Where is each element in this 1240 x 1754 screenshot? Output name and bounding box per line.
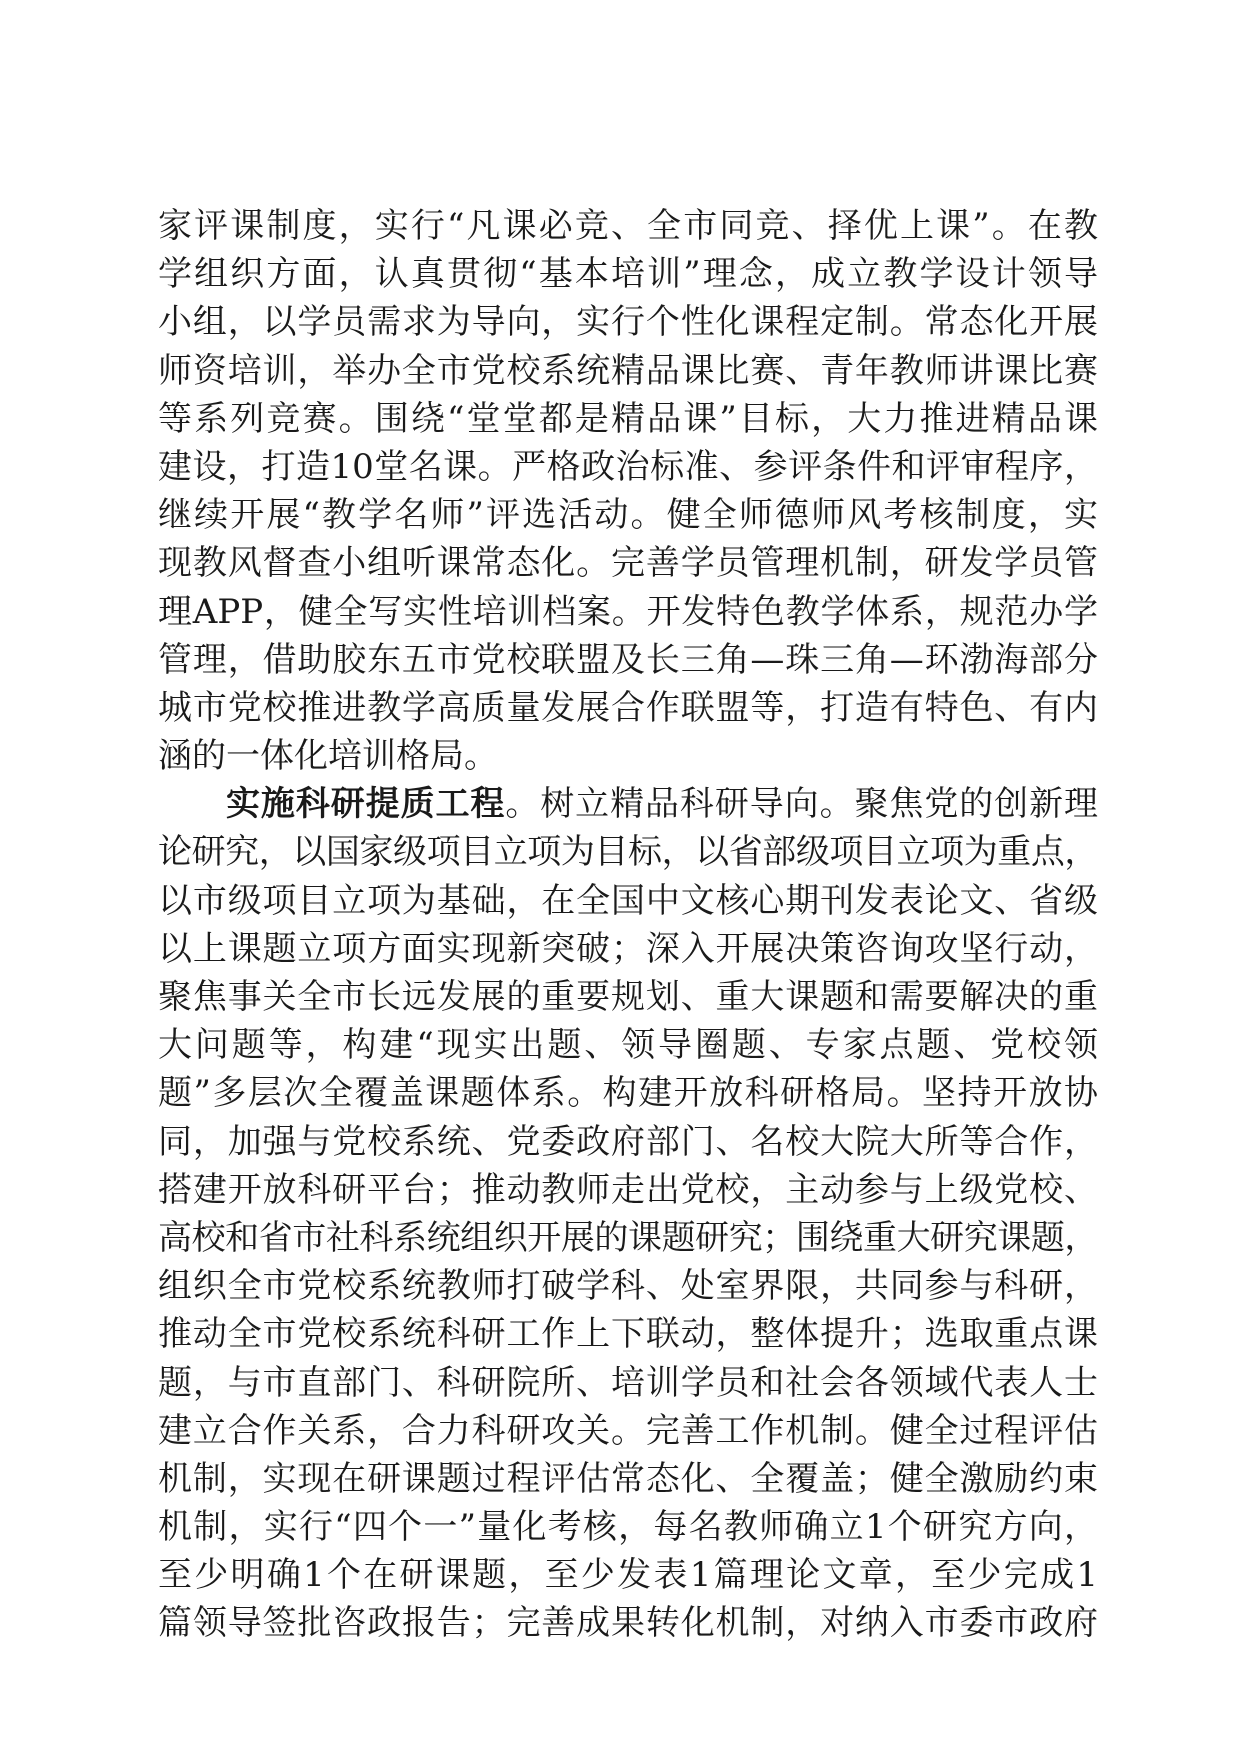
text-line: 理APP，健全写实性培训档案。开发特色教学体系，规范办学 xyxy=(158,591,1098,632)
text-run: 。树立精品科研导向。聚焦党的创新理 xyxy=(505,784,1098,825)
text-line: 建立合作关系，合力科研攻关。完善工作机制。健全过程评估 xyxy=(158,1410,1098,1451)
text-line: 机制，实行“四个一”量化考核，每名教师确立1个研究方向， xyxy=(158,1507,1098,1548)
text-line: 家评课制度，实行“凡课必竞、全市同竞、择优上课”。在教 xyxy=(158,206,1098,246)
text-line: 大问题等，构建“现实出题、领导圈题、专家点题、党校领 xyxy=(158,1025,1098,1066)
text-line: 学组织方面，认真贯彻“基本培训”理念，成立教学设计领导 xyxy=(158,254,1098,295)
text-line: 涵的一体化培训格局。 xyxy=(158,736,498,777)
text-line: 继续开展“教学名师”评选活动。健全师德师风考核制度，实 xyxy=(158,495,1098,536)
text-line: 组织全市党校系统教师打破学科、处室界限，共同参与科研， xyxy=(158,1266,1098,1307)
text-line: 推动全市党校系统科研工作上下联动，整体提升；选取重点课 xyxy=(158,1314,1098,1355)
text-line: 城市党校推进教学高质量发展合作联盟等，打造有特色、有内 xyxy=(158,687,1098,728)
text-line: 机制，实现在研课题过程评估常态化、全覆盖；健全激励约束 xyxy=(158,1458,1098,1499)
text-line: 聚焦事关全市长远发展的重要规划、重大课题和需要解决的重 xyxy=(158,977,1098,1017)
text-line: 师资培训，举办全市党校系统精品课比赛、青年教师讲课比赛 xyxy=(158,350,1098,391)
text-line: 等系列竞赛。围绕“堂堂都是精品课”目标，大力推进精品课 xyxy=(158,398,1098,439)
body-text xyxy=(158,202,1098,1648)
text-line: 以上课题立项方面实现新突破；深入开展决策咨询攻坚行动， xyxy=(158,928,1098,969)
text-line: 搭建开放科研平台；推动教师走出党校，主动参与上级党校、 xyxy=(158,1169,1098,1210)
text-line: 至少明确1个在研课题，至少发表1篇理论文章，至少完成1 xyxy=(158,1555,1098,1596)
section-heading: 实施科研提质工程 xyxy=(226,784,506,825)
paragraph-teaching xyxy=(158,202,1098,780)
paragraph-research xyxy=(158,780,1098,1647)
text-line: 建设，打造10堂名课。严格政治标准、参评条件和评审程序， xyxy=(158,446,1098,487)
text-line: 题，与市直部门、科研院所、培训学员和社会各领域代表人士 xyxy=(158,1362,1098,1403)
text-line: 管理，借助胶东五市党校联盟及长三角—珠三角—环渤海部分 xyxy=(158,639,1098,680)
text-line: 以市级项目立项为基础，在全国中文核心期刊发表论文、省级 xyxy=(158,880,1098,921)
text-line: 高校和省市社科系统组织开展的课题研究；围绕重大研究课题， xyxy=(158,1217,1098,1258)
text-line: 题”多层次全覆盖课题体系。构建开放科研格局。坚持开放协 xyxy=(158,1073,1098,1114)
text-line: 同，加强与党校系统、党委政府部门、名校大院大所等合作， xyxy=(158,1121,1098,1162)
paragraph-first-line xyxy=(158,780,1098,828)
text-line: 现教风督查小组听课常态化。完善学员管理机制，研发学员管 xyxy=(158,543,1098,584)
text-line: 小组，以学员需求为导向，实行个性化课程定制。常态化开展 xyxy=(158,302,1098,343)
text-line: 篇领导签批咨政报告；完善成果转化机制，对纳入市委市政府 xyxy=(158,1603,1098,1644)
text-line: 论研究，以国家级项目立项为目标，以省部级项目立项为重点， xyxy=(158,832,1098,873)
